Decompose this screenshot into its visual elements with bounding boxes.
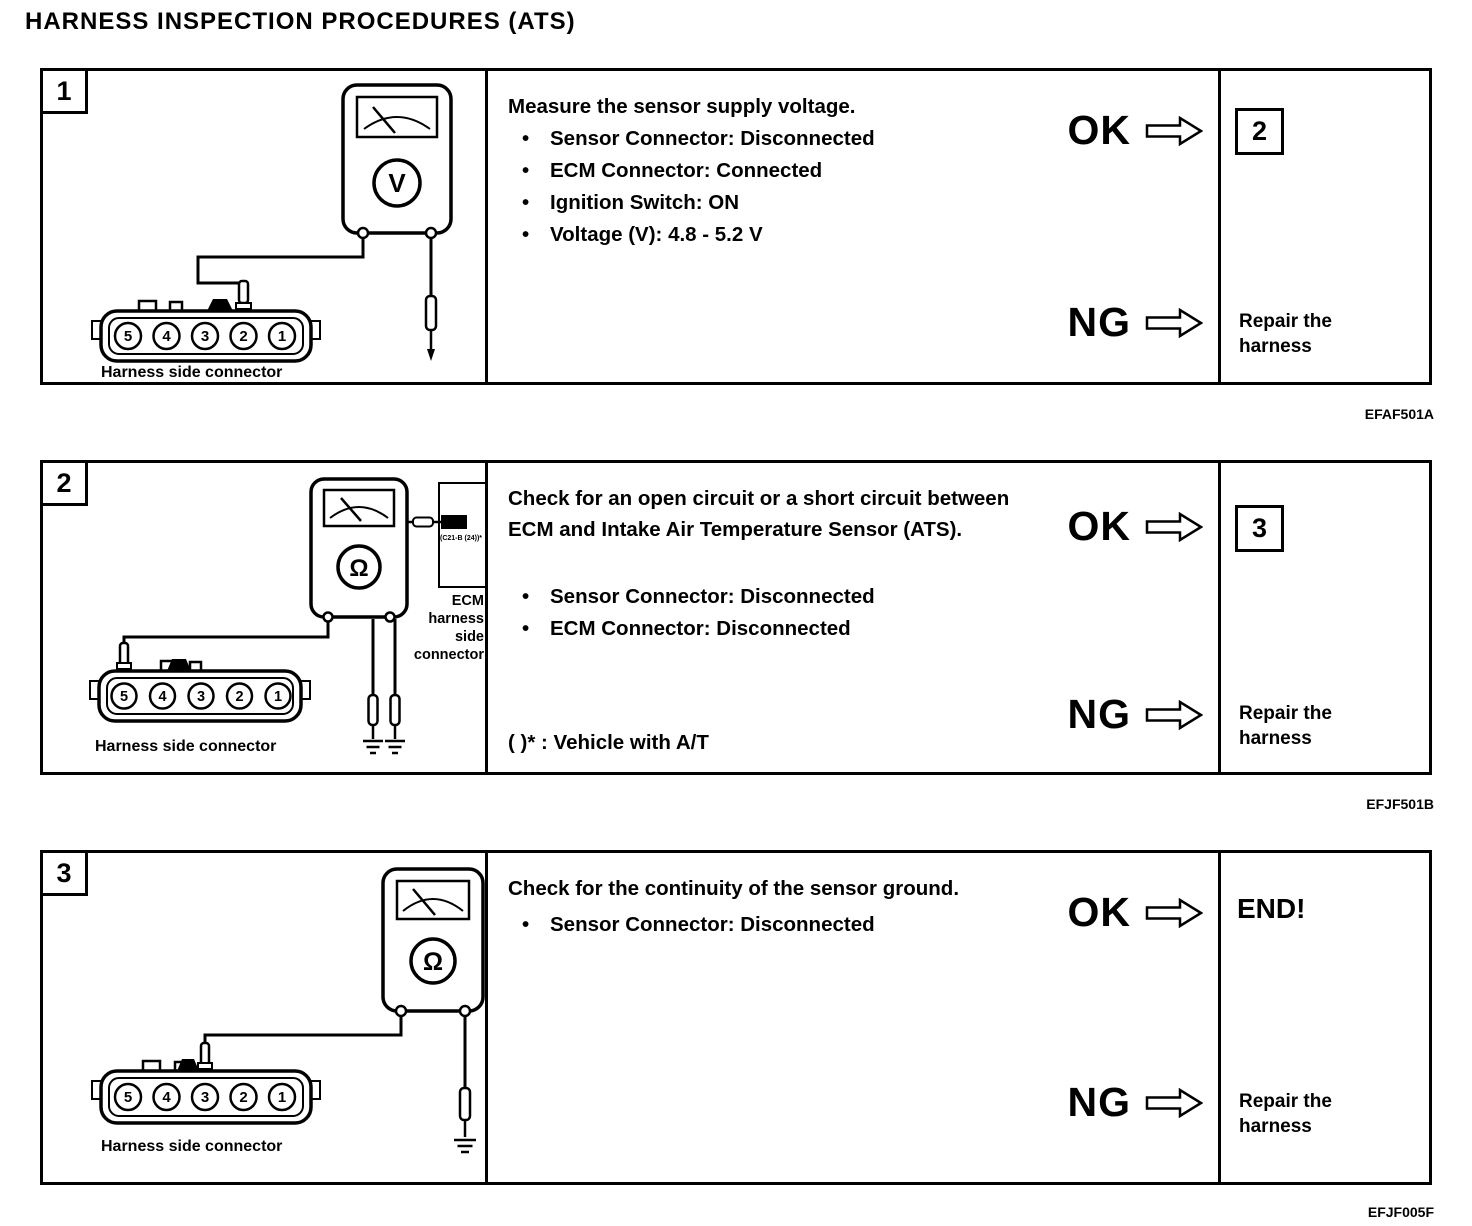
ground-icon (454, 1140, 476, 1152)
ok-label: OK (1067, 889, 1131, 935)
test-lead-left (124, 621, 328, 645)
connector-label: Harness side connector (101, 364, 283, 381)
page-title: HARNESS INSPECTION PROCEDURES (ATS) (25, 8, 576, 35)
procedure-panel-1 (40, 68, 1432, 385)
meter-symbol: Ω (349, 555, 369, 582)
ng-flow (1068, 691, 1204, 738)
pin-number: 1 (277, 328, 287, 345)
pin-number: 4 (158, 689, 167, 705)
pin-number: 3 (196, 689, 206, 705)
pin-number: 4 (162, 328, 171, 345)
figure-ref-code: EFJF501B (1366, 796, 1434, 812)
bullet-icon: • (522, 913, 530, 936)
bullet-icon: • (522, 127, 530, 150)
pin-number: 3 (200, 328, 210, 345)
probe-ground (454, 1088, 476, 1152)
step-number: 3 (56, 857, 72, 888)
procedure-panel-2 (40, 460, 1432, 775)
right-arrow-icon (1145, 512, 1203, 542)
ecm-connector-label (414, 593, 484, 663)
ground-icon (385, 741, 405, 753)
right-arrow-icon (1145, 116, 1203, 146)
step-number-box (40, 850, 88, 896)
instruction-text: Check for an open circuit or a short circuit between ECM and Intake Air Temperature Sensor (ATS). (508, 487, 1010, 541)
list-item (508, 123, 1068, 155)
pin-number: 5 (119, 689, 129, 705)
pin-number: 1 (277, 1089, 287, 1106)
probe-right (426, 296, 436, 361)
column-divider (1218, 71, 1221, 382)
meter-terminal-left (396, 1006, 406, 1016)
meter-terminal-left (358, 228, 368, 238)
right-arrow-icon (1145, 308, 1203, 338)
multimeter (343, 85, 451, 238)
column-divider (1218, 853, 1221, 1182)
ok-label: OK (1067, 503, 1131, 549)
condition-text: Voltage (V): 4.8 - 5.2 V (550, 223, 763, 246)
pin-number: 2 (239, 328, 248, 345)
step-number-box (40, 68, 88, 114)
connector-label: Harness side connector (101, 1138, 283, 1155)
ok-result: 3 (1251, 513, 1268, 543)
right-arrow-icon (1145, 1088, 1203, 1118)
column-divider (1218, 463, 1221, 772)
right-arrow-icon (1145, 898, 1203, 928)
step-number-box (40, 460, 88, 506)
ok-flow (1068, 107, 1204, 154)
probe-ecm (413, 518, 433, 527)
right-arrow-icon (1145, 700, 1203, 730)
step-number: 1 (56, 75, 72, 106)
test-lead-left (205, 1016, 401, 1043)
condition-text: ECM Connector: Disconnected (550, 617, 851, 640)
ok-result-box (1235, 108, 1284, 155)
svg-text:harness: harness (428, 611, 484, 627)
bullet-icon: • (522, 617, 530, 640)
ok-flow (1068, 889, 1204, 936)
ok-result-end: END! (1237, 893, 1306, 924)
figure-ref-code: EFAF501A (1364, 406, 1434, 422)
bullet-icon: • (522, 223, 530, 246)
ng-result-text: Repair the harness (1239, 1091, 1332, 1137)
condition-text: Sensor Connector: Disconnected (550, 913, 875, 936)
meter-terminal-right (460, 1006, 470, 1016)
pin-number: 5 (123, 1089, 133, 1106)
meter-symbol: V (388, 168, 406, 198)
condition-list (508, 123, 1068, 251)
procedure-panel-3 (40, 850, 1432, 1185)
bullet-icon: • (522, 585, 530, 608)
instruction-text: Check for the continuity of the sensor ground. (508, 877, 960, 900)
ok-label: OK (1067, 107, 1131, 153)
ng-label: NG (1067, 691, 1131, 737)
ng-flow (1068, 1079, 1204, 1126)
ng-label: NG (1067, 299, 1131, 345)
pin-number: 3 (200, 1089, 210, 1106)
connector-lock-tab (207, 299, 233, 311)
list-item (508, 187, 1068, 219)
ground-icon (363, 741, 383, 753)
step-number: 2 (56, 467, 72, 498)
pin-number: 5 (123, 328, 133, 345)
ecm-terminal-code: C22-D2 (441, 520, 467, 528)
instruction-text: Measure the sensor supply voltage. (508, 95, 856, 118)
condition-text: ECM Connector: Connected (550, 159, 823, 182)
probe-ground-1 (363, 695, 383, 753)
condition-text: Ignition Switch: ON (550, 191, 740, 214)
list-item (508, 581, 1068, 613)
condition-text: Sensor Connector: Disconnected (550, 585, 875, 608)
multimeter (311, 479, 407, 622)
list-item (508, 909, 1068, 941)
bullet-icon: • (522, 191, 530, 214)
svg-text:ECM: ECM (451, 593, 484, 609)
condition-list (508, 581, 1068, 645)
ok-result-box (1235, 505, 1284, 552)
ng-result-text: Repair the harness (1239, 703, 1332, 749)
list-item (508, 155, 1068, 187)
pin-number: 2 (235, 689, 244, 705)
ok-flow (1068, 503, 1204, 550)
list-item (508, 613, 1068, 645)
ok-result: 2 (1251, 116, 1268, 146)
svg-text:connector: connector (413, 647, 484, 663)
meter-terminal-right (386, 613, 395, 622)
test-lead-left (198, 238, 363, 283)
harness-connector (92, 299, 320, 361)
pin-number: 4 (162, 1089, 171, 1106)
condition-list (508, 909, 1068, 941)
circuit-diagram-step-1 (43, 71, 488, 388)
meter-terminal-left (324, 613, 333, 622)
svg-text:side: side (454, 629, 484, 645)
probe-ground-2 (385, 695, 405, 753)
bullet-icon: • (522, 159, 530, 182)
meter-terminal-right (426, 228, 436, 238)
circuit-diagram-step-3 (43, 853, 488, 1188)
footnote-text: ( )* : Vehicle with A/T (508, 731, 709, 754)
figure-ref-code: EFJF005F (1367, 1204, 1434, 1220)
ecm-terminal-code-note: (C21-B (24))* (440, 535, 483, 542)
meter-symbol: Ω (422, 948, 444, 976)
ng-result-text: Repair the harness (1239, 311, 1332, 357)
ecm-connector-box (407, 483, 486, 587)
list-item (508, 219, 1068, 251)
pin-number: 2 (239, 1089, 248, 1106)
ng-flow (1068, 299, 1204, 346)
pin-number: 1 (273, 689, 283, 705)
multimeter (383, 869, 483, 1016)
circuit-diagram-step-2 (43, 463, 488, 778)
ng-label: NG (1067, 1079, 1131, 1125)
connector-label: Harness side connector (95, 738, 277, 755)
condition-text: Sensor Connector: Disconnected (550, 127, 875, 150)
